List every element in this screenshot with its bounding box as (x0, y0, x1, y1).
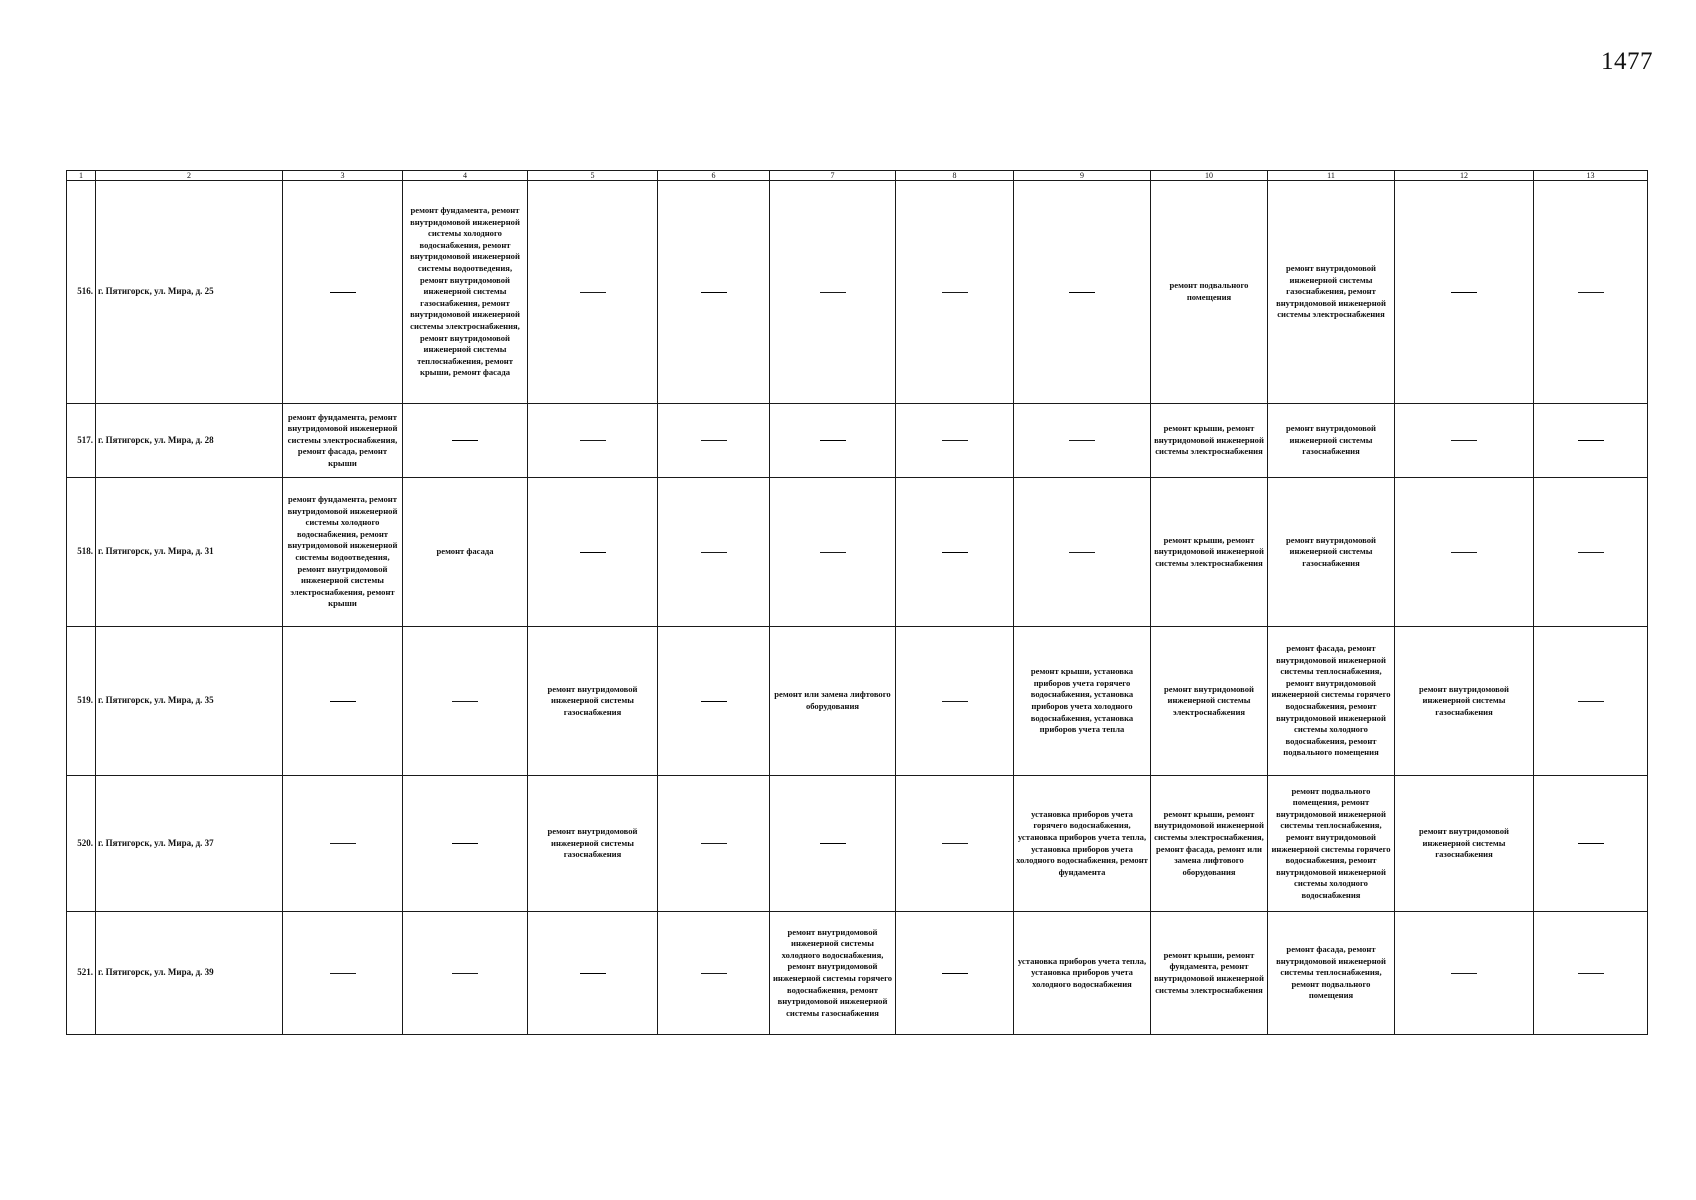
address-cell: г. Пятигорск, ул. Мира, д. 31 (96, 478, 283, 627)
empty-dash (1451, 292, 1477, 293)
table-cell: ремонт крыши, ремонт внутридомовой инженерной системы электроснабжения (1151, 404, 1268, 478)
empty-dash (1451, 552, 1477, 553)
table-cell (658, 404, 770, 478)
table-cell: ремонт внутридомовой инженерной системы газоснабжения, ремонт внутридомовой инженерной системы электроснабжения (1268, 181, 1395, 404)
table-cell: ремонт внутридомовой инженерной системы газоснабжения (528, 627, 658, 776)
table-cell (403, 912, 528, 1035)
empty-dash (1451, 973, 1477, 974)
empty-dash (942, 552, 968, 553)
table-cell: ремонт фундамента, ремонт внутридомовой инженерной системы холодного водоснабжения, ремонт внутридомовой инженерной системы водоотведения, ремонт внутридомовой инженерной системы электроснабжения, ремонт крыши (283, 478, 403, 627)
column-header: 10 (1151, 171, 1268, 181)
table-cell: ремонт внутридомовой инженерной системы газоснабжения (1268, 478, 1395, 627)
empty-dash (701, 843, 727, 844)
empty-dash (1069, 440, 1095, 441)
empty-dash (1069, 292, 1095, 293)
table-row (67, 181, 1648, 404)
table-cell: ремонт или замена лифтового оборудования (770, 627, 896, 776)
table-row (67, 627, 1648, 776)
table-cell (896, 404, 1014, 478)
table-cell: ремонт фасада (403, 478, 528, 627)
table-cell (658, 181, 770, 404)
table-cell: ремонт внутридомовой инженерной системы газоснабжения (1395, 627, 1534, 776)
empty-dash (942, 973, 968, 974)
table-cell (528, 478, 658, 627)
table-cell: ремонт фасада, ремонт внутридомовой инженерной системы теплоснабжения, ремонт подвального помещения (1268, 912, 1395, 1035)
empty-dash (1451, 440, 1477, 441)
empty-dash (580, 552, 606, 553)
empty-dash (942, 440, 968, 441)
empty-dash (1578, 973, 1604, 974)
table-cell (658, 478, 770, 627)
column-header: 12 (1395, 171, 1534, 181)
table-cell: ремонт крыши, ремонт внутридомовой инженерной системы электроснабжения (1151, 478, 1268, 627)
table-cell (1534, 776, 1648, 912)
table-row (67, 404, 1648, 478)
table-cell (1395, 181, 1534, 404)
empty-dash (942, 292, 968, 293)
table-row (67, 478, 1648, 627)
empty-dash (820, 440, 846, 441)
table-cell (1395, 404, 1534, 478)
table-cell (1534, 404, 1648, 478)
table-cell (658, 776, 770, 912)
table-cell: ремонт крыши, установка приборов учета горячего водоснабжения, установка приборов учета холодного водоснабжения, установка приборов учета тепла (1014, 627, 1151, 776)
table-cell (1534, 912, 1648, 1035)
table-row (67, 776, 1648, 912)
row-number: 517. (67, 404, 96, 478)
address-cell: г. Пятигорск, ул. Мира, д. 35 (96, 627, 283, 776)
table-cell (1014, 181, 1151, 404)
row-number: 519. (67, 627, 96, 776)
column-header: 3 (283, 171, 403, 181)
empty-dash (701, 701, 727, 702)
address-cell: г. Пятигорск, ул. Мира, д. 39 (96, 912, 283, 1035)
table-cell: ремонт внутридомовой инженерной системы газоснабжения (528, 776, 658, 912)
empty-dash (1578, 292, 1604, 293)
table-cell: установка приборов учета горячего водоснабжения, установка приборов учета тепла, установка приборов учета холодного водоснабжения, ремонт фундамента (1014, 776, 1151, 912)
empty-dash (330, 701, 356, 702)
table-cell (770, 181, 896, 404)
table-cell (403, 404, 528, 478)
table-cell: ремонт внутридомовой инженерной системы электроснабжения (1151, 627, 1268, 776)
table-cell: ремонт внутридомовой инженерной системы холодного водоснабжения, ремонт внутридомовой инженерной системы горячего водоснабжения, ремонт внутридомовой инженерной системы газоснабжения (770, 912, 896, 1035)
table-cell (1534, 627, 1648, 776)
empty-dash (580, 292, 606, 293)
table-cell: ремонт подвального помещения, ремонт внутридомовой инженерной системы теплоснабжения, ремонт внутридомовой инженерной системы горячего водоснабжения, ремонт внутридомовой инженерной системы холодного водоснабжения (1268, 776, 1395, 912)
empty-dash (452, 701, 478, 702)
table-cell (658, 627, 770, 776)
empty-dash (701, 292, 727, 293)
table-cell (403, 776, 528, 912)
table-cell (283, 912, 403, 1035)
empty-dash (580, 973, 606, 974)
empty-dash (1578, 701, 1604, 702)
empty-dash (330, 973, 356, 974)
table-cell (770, 478, 896, 627)
column-header: 13 (1534, 171, 1648, 181)
table-cell (283, 776, 403, 912)
table-cell (1534, 478, 1648, 627)
column-header: 7 (770, 171, 896, 181)
table-cell (528, 181, 658, 404)
table-cell (1395, 478, 1534, 627)
page-number: 1477 (1601, 48, 1653, 75)
column-header: 5 (528, 171, 658, 181)
table-cell (896, 912, 1014, 1035)
table-cell: ремонт крыши, ремонт внутридомовой инженерной системы электроснабжения, ремонт фасада, ремонт или замена лифтового оборудования (1151, 776, 1268, 912)
column-header: 11 (1268, 171, 1395, 181)
address-cell: г. Пятигорск, ул. Мира, д. 25 (96, 181, 283, 404)
table-cell: установка приборов учета тепла, установка приборов учета холодного водоснабжения (1014, 912, 1151, 1035)
table-cell (896, 478, 1014, 627)
table-cell (770, 776, 896, 912)
empty-dash (820, 843, 846, 844)
table-cell (528, 404, 658, 478)
table-cell: ремонт фундамента, ремонт внутридомовой инженерной системы электроснабжения, ремонт фасада, ремонт крыши (283, 404, 403, 478)
table-cell: ремонт внутридомовой инженерной системы газоснабжения (1268, 404, 1395, 478)
empty-dash (1069, 552, 1095, 553)
table-cell (528, 912, 658, 1035)
empty-dash (1578, 843, 1604, 844)
table-cell (283, 627, 403, 776)
column-header: 6 (658, 171, 770, 181)
empty-dash (820, 552, 846, 553)
header-row (67, 171, 1648, 181)
empty-dash (942, 701, 968, 702)
empty-dash (452, 973, 478, 974)
column-header: 4 (403, 171, 528, 181)
empty-dash (1578, 552, 1604, 553)
row-number: 521. (67, 912, 96, 1035)
empty-dash (701, 973, 727, 974)
empty-dash (820, 292, 846, 293)
table-cell: ремонт крыши, ремонт фундамента, ремонт внутридомовой инженерной системы электроснабжения (1151, 912, 1268, 1035)
table-cell: ремонт фасада, ремонт внутридомовой инженерной системы теплоснабжения, ремонт внутридомовой инженерной системы горячего водоснабжения, ремонт внутридомовой инженерной системы холодного водоснабжения, ремонт подвального помещения (1268, 627, 1395, 776)
table-cell (1014, 478, 1151, 627)
table-cell: ремонт подвального помещения (1151, 181, 1268, 404)
row-number: 516. (67, 181, 96, 404)
repair-schedule-table (66, 170, 1648, 1035)
table-cell (283, 181, 403, 404)
empty-dash (701, 552, 727, 553)
table-cell (896, 181, 1014, 404)
row-number: 520. (67, 776, 96, 912)
address-cell: г. Пятигорск, ул. Мира, д. 28 (96, 404, 283, 478)
address-cell: г. Пятигорск, ул. Мира, д. 37 (96, 776, 283, 912)
empty-dash (452, 440, 478, 441)
table-cell (896, 627, 1014, 776)
table-cell (658, 912, 770, 1035)
empty-dash (330, 843, 356, 844)
empty-dash (942, 843, 968, 844)
table-cell (1534, 181, 1648, 404)
table-cell: ремонт фундамента, ремонт внутридомовой инженерной системы холодного водоснабжения, ремонт внутридомовой инженерной системы водоотведения, ремонт внутридомовой инженерной системы газоснабжения, ремонт внутридомовой инженерной системы электроснабжения, ремонт внутридомовой инженерной системы теплоснабжения, ремонт крыши, ремонт фасада (403, 181, 528, 404)
empty-dash (452, 843, 478, 844)
table-cell (770, 404, 896, 478)
empty-dash (580, 440, 606, 441)
column-header: 1 (67, 171, 96, 181)
empty-dash (701, 440, 727, 441)
table-cell: ремонт внутридомовой инженерной системы газоснабжения (1395, 776, 1534, 912)
table-cell (896, 776, 1014, 912)
table-row (67, 912, 1648, 1035)
column-header: 8 (896, 171, 1014, 181)
column-header: 2 (96, 171, 283, 181)
table-cell (1014, 404, 1151, 478)
row-number: 518. (67, 478, 96, 627)
column-header: 9 (1014, 171, 1151, 181)
empty-dash (1578, 440, 1604, 441)
empty-dash (330, 292, 356, 293)
table-cell (403, 627, 528, 776)
table-cell (1395, 912, 1534, 1035)
